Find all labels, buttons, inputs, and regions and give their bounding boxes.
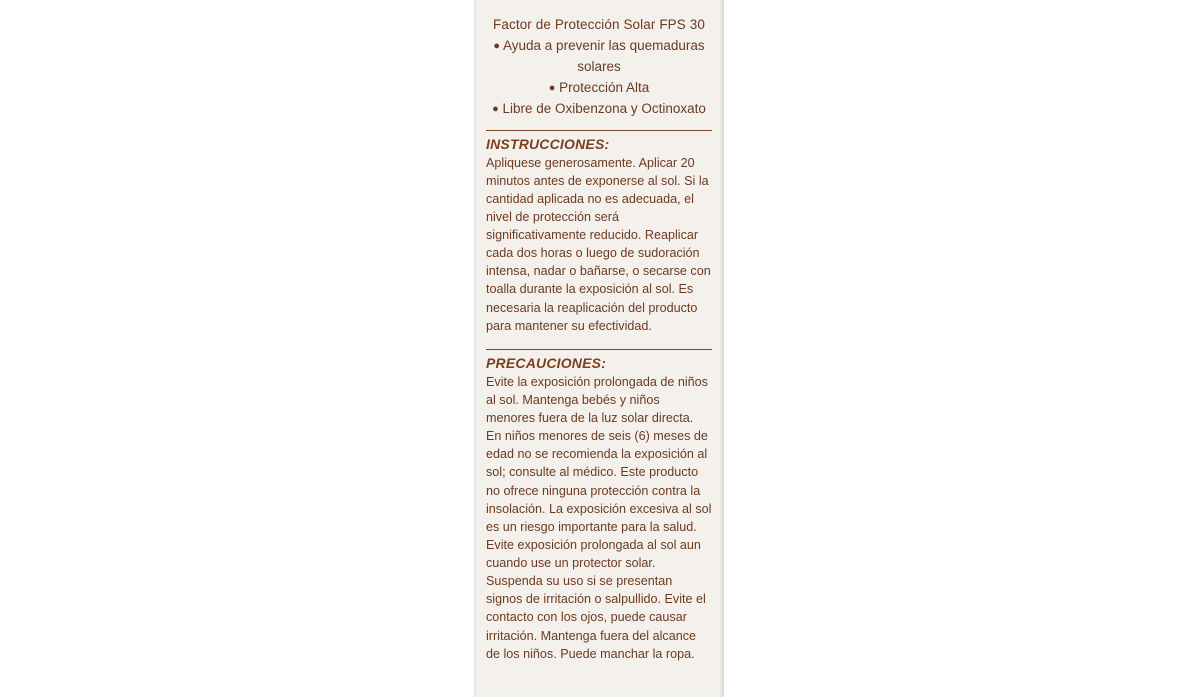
claim-item-3	[484, 99, 714, 120]
bullet-icon: ●	[493, 39, 500, 52]
claim-label: Ayuda a prevenir las quemaduras solares	[503, 37, 705, 74]
bullet-icon: ●	[492, 102, 499, 115]
claim-label: Protección Alta	[559, 79, 650, 95]
section-precauciones	[484, 350, 714, 667]
product-claims-block	[484, 0, 714, 120]
claim-label: Libre de Oxibenzona y Octinoxato	[502, 100, 706, 116]
section-title: INSTRUCCIONES:	[486, 135, 610, 152]
section-instrucciones	[484, 131, 714, 339]
section-title: PRECAUCIONES:	[486, 354, 607, 371]
bullet-icon: ●	[548, 81, 556, 94]
label-content	[474, 0, 724, 697]
claim-item-1	[484, 36, 714, 78]
spf-line: Factor de Protección Solar FPS 30	[493, 17, 705, 32]
claim-item-2	[484, 78, 714, 99]
section-body: Evite la exposición prolongada de niños al sol. Mantenga bebés y niños menores fuera de la luz solar directa. En niños menores de seis (6) meses de edad no se recomienda la exposición al sol; consulte al médico. Este producto no ofrece ninguna protección contra la insolación. La exposición excesiva al sol es un riesgo importante para la salud. Evite exposición prolongada al sol aun cuando use un protector solar. Suspenda su uso si se presentan signos de irritación o salpullido. Evite el contacto con los ojos, puede causar irritación. Mantenga fuera del alcance de los niños. Puede manchar la ropa.	[486, 374, 712, 661]
section-body: Apliquese generosamente. Aplicar 20 minutos antes de exponerse al sol. Si la cantidad aplicada no es adecuada, el nivel de protección será significativamente reducido. Reaplicar cada dos horas o luego de sudoración intensa, nadar o bañarse, o secarse con toalla durante la exposición al sol. Es necesaria la reaplicación del producto para mantener su efectividad.	[486, 155, 711, 333]
label-panel	[474, 0, 724, 697]
